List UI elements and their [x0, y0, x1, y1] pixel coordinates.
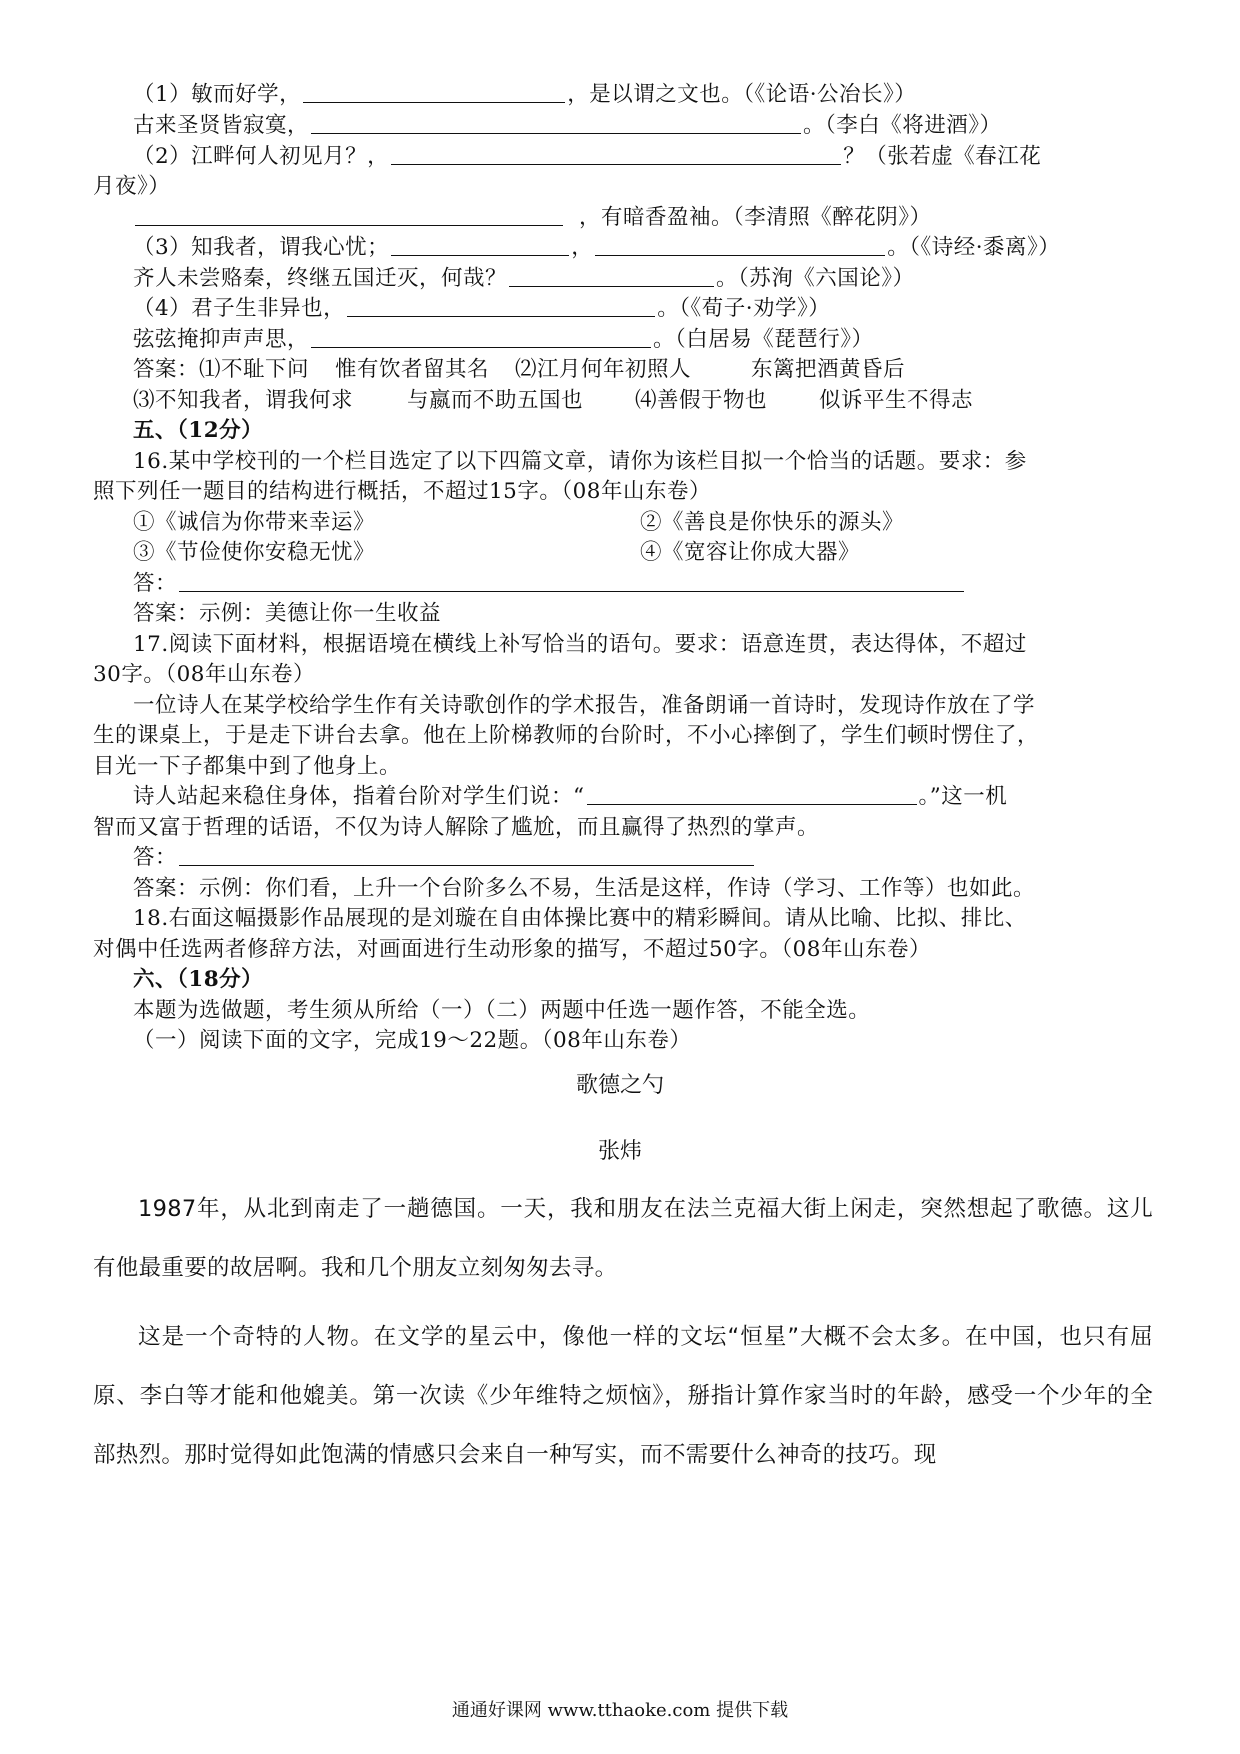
section-6-sub: （一）阅读下面的文字，完成19～22题。（08年山东卷）	[133, 1028, 692, 1053]
q18-line-2: 对偶中任选两者修辞方法，对画面进行生动形象的描写，不超过50字。（08年山东卷）	[93, 937, 931, 962]
q17-passage-5: 智而又富于哲理的话语，不仅为诗人解除了尴尬，而且赢得了热烈的掌声。	[93, 815, 820, 840]
answer-blank[interactable]	[179, 571, 964, 592]
q17-answer-line: 答：	[133, 843, 756, 873]
section-6-intro: 本题为选做题，考生须从所给（一）（二）两题中任选一题作答，不能全选。	[133, 998, 871, 1023]
q15-line-3: （2）江畔何人初见月？， ？（张若虚《春江花	[133, 144, 1042, 169]
q16-line-2: 照下列任一题目的结构进行概括，不超过15字。（08年山东卷）	[93, 479, 711, 504]
blank[interactable]	[311, 327, 651, 348]
blank[interactable]	[595, 235, 885, 256]
q15-line-5: ，有暗香盈袖。（李清照《醉花阴》）	[133, 203, 932, 233]
q16-line-1: 16.某中学校刊的一个栏目选定了以下四篇文章，请你为该栏目拟一个恰当的话题。要求：参	[133, 449, 1027, 474]
q17-passage-4: 诗人站起来稳住身体，指着台阶对学生们说：“ 。”这一机	[133, 784, 1008, 809]
essay-title: 歌德之勺	[575, 1073, 664, 1098]
essay-paragraph-1: 1987年，从北到南走了一趟德国。一天，我和朋友在法兰克福大街上闲走，突然想起了歌德。这儿有他最重要的故居啊。我和几个朋友立刻匆匆去寻。	[93, 1196, 1153, 1281]
q15-line-7: 齐人未尝赂秦，终继五国迁灭，何哉？ 。（苏洵《六国论》）	[133, 266, 915, 291]
q17-passage-2: 生的课桌上，于是走下讲台去拿。他在上阶梯教师的台阶时，不小心摔倒了，学生们顿时愣住了，	[93, 723, 1040, 748]
q15-line-8: （4）君子生非异也， 。（《荀子·劝学》）	[133, 296, 831, 321]
q15-answer-2: ⑶不知我者，谓我何求 与嬴而不助五国也 ⑷善假于物也 似诉平生不得志	[133, 388, 974, 413]
q18-line-1: 18.右面这幅摄影作品展现的是刘璇在自由体操比赛中的精彩瞬间。请从比喻、比拟、排比、	[133, 906, 1027, 931]
q15-answer-1: 答案：⑴不耻下问 惟有饮者留其名 ⑵江月何年初照人 东篱把酒黄昏后	[133, 357, 906, 382]
blank[interactable]	[509, 266, 714, 287]
q15-line-6: （3）知我者，谓我心忧； ， 。（《诗经·黍离》）	[133, 235, 1061, 260]
q15-line-1: （1）敏而好学， ，是以谓之文也。（《论语·公冶长》）	[133, 82, 917, 107]
section-5-heading: 五、（12分）	[133, 418, 264, 443]
q17-passage-3: 目光一下子都集中到了他身上。	[93, 754, 402, 779]
answer-blank[interactable]	[587, 784, 917, 805]
q17-line-1: 17.阅读下面材料，根据语境在横线上补写恰当的语句。要求：语意连贯，表达得体，不超过	[133, 632, 1027, 657]
q15-line-9: 弦弦掩抑声声思， 。（白居易《琵琶行》）	[133, 327, 874, 352]
section-6-heading: 六、（18分）	[133, 967, 264, 992]
answer-blank[interactable]	[179, 845, 754, 866]
q16-option-3: ③《节俭使你安稳无忧》	[133, 540, 376, 565]
q16-option-2: ②《善良是你快乐的源头》	[640, 510, 905, 535]
essay-author: 张炜	[597, 1139, 642, 1164]
q17-passage-1: 一位诗人在某学校给学生作有关诗歌创作的学术报告，准备朗诵一首诗时，发现诗作放在了学	[133, 693, 1036, 718]
q15-line-4: 月夜》）	[93, 174, 171, 199]
essay-paragraph-2: 这是一个奇特的人物。在文学的星云中，像他一样的文坛“恒星”大概不会太多。在中国，也只有屈原、李白等才能和他媲美。第一次读《少年维特之烦恼》，掰指计算作家当时的年龄，感受一个少年的全部热烈。那时觉得如此饱满的情感只会来自一种写实，而不需要什么神奇的技巧。现	[93, 1324, 1153, 1468]
blank[interactable]	[391, 144, 841, 165]
blank[interactable]	[135, 205, 563, 226]
blank[interactable]	[391, 235, 569, 256]
q16-option-1: ①《诚信为你带来幸运》	[133, 510, 376, 535]
q16-answer: 答案：示例：美德让你一生收益	[133, 601, 442, 626]
q16-option-4: ④《宽容让你成大器》	[640, 540, 861, 565]
q15-line-2: 古来圣贤皆寂寞， 。（李白《将进酒》）	[133, 113, 1002, 138]
blank[interactable]	[311, 113, 801, 134]
q16-answer-line: 答：	[133, 569, 966, 599]
blank[interactable]	[303, 82, 565, 103]
q17-line-2: 30字。（08年山东卷）	[93, 662, 315, 687]
q17-answer: 答案：示例：你们看，上升一个台阶多么不易，生活是这样，作诗（学习、工作等）也如此。	[133, 876, 1036, 901]
blank[interactable]	[347, 296, 655, 317]
page-footer: 通通好课网 www.tthaoke.com 提供下载	[451, 1700, 789, 1721]
